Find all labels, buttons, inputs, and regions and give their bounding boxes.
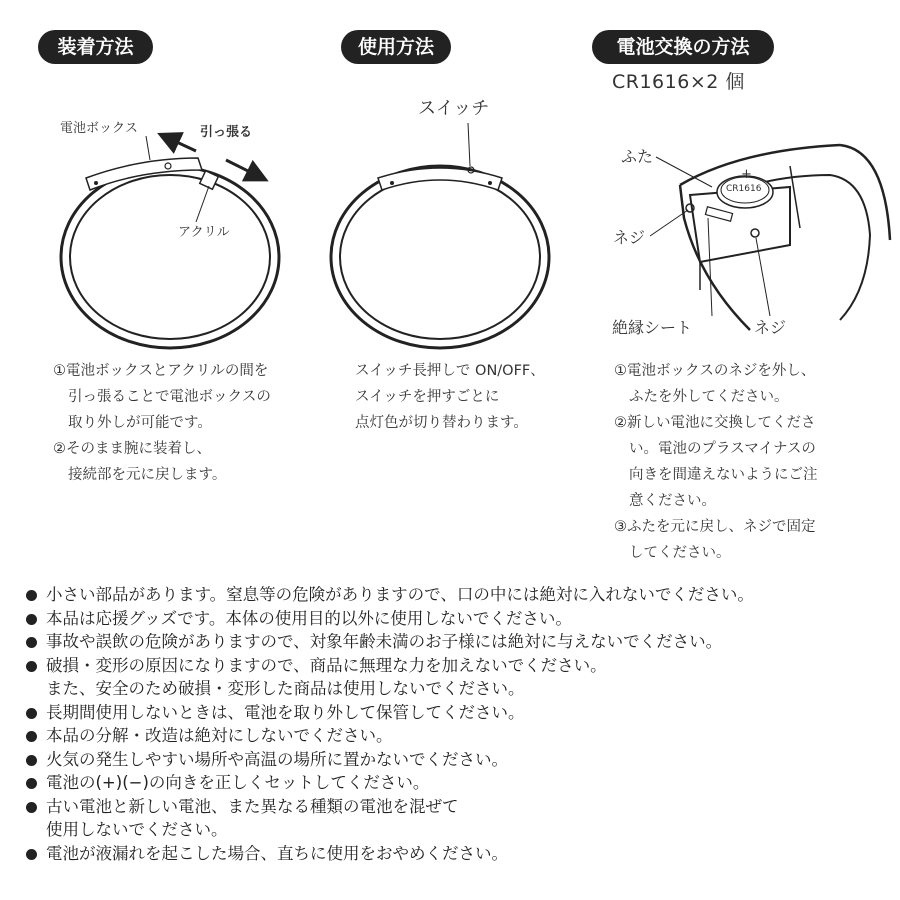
step-line: 接続部を元に戻します。: [68, 467, 227, 483]
label-battery-box: 電池ボックス: [60, 121, 138, 136]
section-title-battery: 電池交換の方法: [592, 30, 774, 64]
step-line: 向きを間違えないようにご注: [629, 467, 818, 483]
note-line: 電池の(+)(−)の向きを正しくセットしてください。: [46, 773, 430, 792]
wearing-steps: [53, 358, 271, 488]
step-line: ③ふたを元に戻し、ネジで固定: [614, 519, 816, 535]
step-line: 取り外しが可能です。: [68, 415, 212, 431]
step-line: い。電池のプラスマイナスの: [629, 441, 816, 457]
battery-steps: [614, 358, 818, 566]
safety-note: [26, 842, 886, 866]
label-cell: CR1616: [726, 184, 762, 194]
safety-note: [26, 654, 886, 701]
bracelet-usage-illustration: [331, 123, 549, 348]
step-line: スイッチを押すごとに: [355, 389, 500, 405]
label-plus: +: [741, 167, 752, 182]
illustrations: [0, 0, 900, 360]
step-line: 引っ張ることで電池ボックスの: [68, 389, 271, 405]
note-line: 長期間使用しないときは、電池を取り外して保管してください。: [46, 702, 525, 722]
battery-subtitle: CR1616×2 個: [612, 71, 745, 93]
label-screw-left: ネジ: [613, 228, 646, 247]
label-insulation-sheet: 絶縁シート: [612, 318, 693, 337]
bracelet-wearing-illustration: [61, 136, 279, 348]
step-line: 点灯色が切り替わります。: [355, 415, 528, 431]
label-pull: 引っ張る: [200, 125, 253, 140]
note-line: 本品の分解・改造は絶対にしないでください。: [46, 726, 393, 745]
step-line: ①電池ボックスとアクリルの間を: [53, 363, 269, 379]
step-line: してください。: [629, 545, 731, 561]
note-line: 火気の発生しやすい場所や高温の場所に置かないでください。: [46, 749, 508, 769]
label-lid: ふた: [621, 147, 654, 166]
step-line: ②新しい電池に交換してくださ: [614, 415, 816, 431]
label-acrylic: アクリル: [178, 225, 230, 240]
note-line: 事故や誤飲の危険がありますので、対象年齢未満のお子様には絶対に与えないでください。: [46, 632, 723, 651]
note-line: 本品は応援グッズです。本体の使用目的以外に使用しないでください。: [46, 608, 572, 628]
step-line: 意ください。: [629, 493, 716, 509]
note-line: 使用しないでください。: [46, 820, 228, 839]
safety-note: [26, 724, 886, 748]
battery-detail-illustration: [650, 145, 890, 330]
step-line: スイッチ長押しで ON/OFF、: [355, 363, 545, 379]
note-line: 電池が液漏れを起こした場合、直ちに使用をおやめください。: [46, 843, 508, 863]
note-line: また、安全のため破損・変形した商品は使用しないでください。: [46, 679, 525, 698]
section-title-wearing: 装着方法: [38, 30, 153, 64]
section-title-usage: 使用方法: [341, 30, 451, 64]
usage-steps: [355, 358, 545, 436]
safety-note: [26, 701, 886, 725]
step-line: ふたを外してください。: [629, 389, 789, 405]
step-line: ①電池ボックスのネジを外し、: [614, 363, 816, 379]
note-line: 小さい部品があります。窒息等の危険がありますので、口の中には絶対に入れないでください。: [46, 585, 754, 604]
safety-note: [26, 771, 886, 795]
label-switch: スイッチ: [418, 98, 490, 119]
note-line: 破損・変形の原因になりますので、商品に無理な力を加えないでください。: [46, 655, 607, 675]
safety-note: [26, 607, 886, 631]
label-screw-right: ネジ: [754, 318, 787, 337]
safety-note: [26, 748, 886, 772]
note-line: 古い電池と新しい電池、また異なる種類の電池を混ぜて: [46, 796, 459, 816]
step-line: ②そのまま腕に装着し、: [53, 441, 211, 457]
safety-notes: [26, 583, 886, 865]
safety-note: [26, 583, 886, 607]
safety-note: [26, 630, 886, 654]
safety-note: [26, 795, 886, 842]
